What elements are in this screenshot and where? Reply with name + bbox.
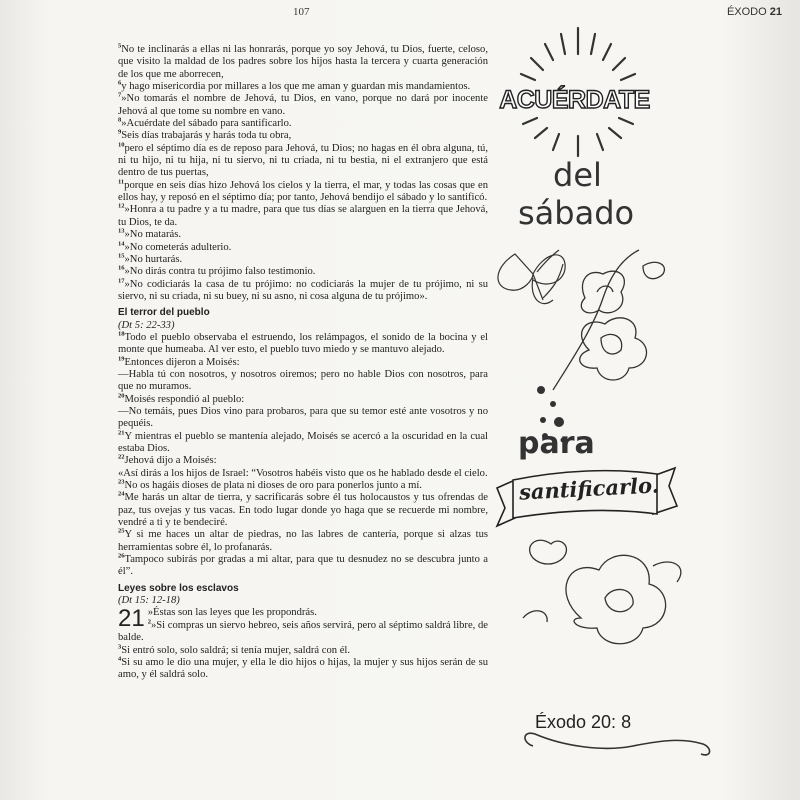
illustration [493, 18, 783, 788]
verse-text: —No temáis, pues Dios vino para probaros, para que su temor esté ante vosotros y no pequéis. [118, 405, 488, 430]
verse-number: 24 [118, 490, 125, 498]
verse-text: »No cometerás adulterio. [124, 241, 232, 253]
verse-text: «Así dirás a los hijos de Israel: “Vosotros habéis visto que os he hablado desde el cielo. [118, 467, 488, 479]
cross-reference: (Dt 5: 22-33) [118, 319, 175, 331]
verse [118, 394, 488, 406]
verse [118, 529, 488, 554]
verse-text: —Habla tú con nosotros, y nosotros oiremos; pero no hable Dios con nosotros, para que no muramos. [118, 368, 488, 393]
verse [118, 468, 488, 480]
verse-text: »No hurtarás. [124, 253, 183, 265]
verse-text: Y si me haces un altar de piedras, no las labres de cantería, porque si alzas tus herramientas sobre él, lo profanarás. [118, 529, 488, 553]
verse-text: »No tomarás el nombre de Jehová, tu Dios, en vano, porque no dará por inocente Jehová al que tome su nombre en vano. [118, 93, 488, 117]
verse [118, 480, 488, 492]
verse-number: 18 [118, 330, 125, 338]
section-heading: El terror del pueblo [118, 307, 210, 319]
illustration-text-del: del [553, 156, 602, 194]
illustration-text-sabado: sábado [518, 194, 635, 232]
verse-number: 10 [118, 141, 125, 149]
verse [118, 204, 488, 229]
magnolia-flower-icon [523, 540, 681, 643]
chapter-number: 21 [769, 6, 782, 18]
chapter-21-block [118, 607, 488, 681]
verse [118, 554, 488, 579]
magnolia-flower-icon [553, 250, 664, 390]
verse-text: Si entró solo, solo saldrá; si tenía mujer, saldrá con él. [121, 644, 351, 656]
verse-text: Me harás un altar de tierra, y sacrificarás sobre él tus holocaustos y tus ofrendas de paz, tus ovejas y tus vacas. En todo lugar donde yo haga que se recuerde mi nombre, vendré a ti y te bendeciré. [118, 492, 488, 529]
verse-number: 11 [118, 178, 125, 186]
verse-text: »Éstas son las leyes que les propondrás. [147, 607, 317, 619]
verse-text: Seis días trabajarás y harás toda tu obra, [121, 130, 292, 142]
verse-number: 3 [118, 642, 122, 650]
scripture-column [118, 44, 488, 682]
illustration-text-santificarlo: santificarlo. [518, 472, 660, 505]
verse-text: porque en seis días hizo Jehová los cielos y la tierra, el mar, y todas las cosas que en ellos hay, y reposó en el séptimo día; por tanto, Jehová bendijo el sábado y lo santificó. [118, 179, 488, 204]
verse-text: pero el séptimo día es de reposo para Jehová, tu Dios; no hagas en él obra alguna, tú, ni tu hijo, ni tu hija, ni tu siervo, ni tu criada, ni tu bestia, ni el extranjero que está dentro de tus puertas, [118, 142, 488, 179]
verse-number: 26 [118, 552, 125, 560]
verse-text: »Acuérdate del sábado para santificarlo. [121, 118, 292, 130]
verses-chapter-20 [118, 44, 488, 303]
verse [118, 406, 488, 431]
running-header [727, 6, 782, 18]
verse-text: No te inclinarás a ellas ni las honrarás, porque yo soy Jehová, tu Dios, fuerte, celoso, que visito la maldad de los padres sobre los hijos hasta la tercera y cuarta generación de los que me aborrecen, [118, 44, 488, 80]
verse-number: 4 [118, 655, 122, 663]
verse-text: Jehová dijo a Moisés: [124, 455, 217, 467]
butterfly-icon [498, 250, 565, 304]
cross-reference: (Dt 15: 12-18) [118, 595, 180, 607]
section-heading: Leyes sobre los esclavos [118, 582, 239, 594]
verse-text: »Si compras un siervo hebreo, seis años servirá, pero al séptimo saldrá libre, de balde. [118, 619, 488, 644]
verse-number: 16 [118, 264, 125, 272]
verse [118, 93, 488, 118]
verse [118, 143, 488, 180]
verse-text: »No dirás contra tu prójimo falso testimonio. [124, 266, 316, 278]
illustration-title: ACUÉRDATE [499, 86, 650, 114]
verse-number: 19 [118, 355, 125, 363]
verse [118, 431, 488, 456]
verse [118, 620, 488, 645]
verse-text: y hago misericordia por millares a los que me aman y guardan mis mandamientos. [121, 81, 471, 93]
verse [118, 607, 488, 619]
verse-text: Entonces dijeron a Moisés: [124, 356, 240, 368]
verse-number: 8 [118, 116, 122, 124]
verse-text: Moisés respondió al pueblo: [124, 393, 245, 405]
verse [118, 118, 488, 130]
verses-chapter-21 [118, 607, 488, 681]
illustration-text-para: para [518, 426, 595, 461]
verse-text: »No codiciarás la casa de tu prójimo: no codiciarás la mujer de tu prójimo, ni su siervo, ni su criada, ni su buey, ni su asno, ni cosa alguna de tu prójimo». [118, 278, 488, 302]
verse-text: Tampoco subirás por gradas a mi altar, para que tu desnudez no se descubra junto a él”. [118, 554, 488, 578]
verse [118, 492, 488, 529]
verse-number: 9 [118, 128, 122, 136]
swirl-flourish-icon [525, 733, 710, 755]
verse-text: Todo el pueblo observaba el estruendo, los relámpagos, el sonido de la bocina y el monte que humeaba. Al ver esto, el pueblo tuvo miedo y se mantuvo alejado. [118, 331, 488, 356]
verse [118, 455, 488, 467]
verse-number: 7 [118, 91, 122, 99]
verse [118, 180, 488, 205]
verses-section-1 [118, 332, 488, 579]
verse-text: »Honra a tu padre y a tu madre, para que tus días se alarguen en la tierra que Jehová, tu Dios, te da. [118, 204, 488, 228]
verse-text: No os hagáis dioses de plata ni dioses de oro para ponerlos junto a mí. [124, 480, 422, 492]
verse-text: »No matarás. [124, 229, 181, 241]
verse [118, 254, 488, 266]
verse [118, 266, 488, 278]
verse-number: 14 [118, 239, 125, 247]
verse-number: 13 [118, 227, 125, 235]
verse [118, 357, 488, 369]
verse-number: 17 [118, 277, 125, 284]
verse [118, 642, 488, 657]
verse-number: 15 [118, 252, 125, 260]
verse [118, 369, 488, 394]
verse [118, 81, 488, 93]
book-name: ÉXODO [726, 6, 767, 18]
verse [118, 44, 488, 81]
verse-number: 23 [118, 478, 125, 486]
verse-text: Y mientras el pueblo se mantenía alejado, Moisés se acercó a la oscuridad en la cual estaba Dios. [118, 430, 488, 454]
verse [118, 130, 488, 142]
verse-number: 25 [118, 527, 125, 535]
verse-number: 6 [118, 79, 122, 87]
verse-number: 20 [118, 392, 125, 400]
verse-number: 22 [118, 453, 125, 461]
verse [118, 279, 488, 304]
verse-number: 12 [118, 202, 125, 210]
verse [118, 229, 488, 241]
verse [118, 239, 488, 254]
verse-number: 21 [118, 429, 125, 437]
page-number: 107 [293, 6, 310, 18]
verse [118, 657, 488, 682]
verse-number: 5 [118, 42, 122, 50]
chapter-drop-number: 21 [118, 605, 145, 633]
verse [118, 332, 488, 357]
illustration-reference: Éxodo 20: 8 [535, 712, 632, 732]
verse-number: 2 [147, 618, 151, 626]
verse-text: Si su amo le dio una mujer, y ella le dio hijos o hijas, la mujer y sus hijos serán de su amo, y él saldrá solo. [118, 656, 488, 681]
